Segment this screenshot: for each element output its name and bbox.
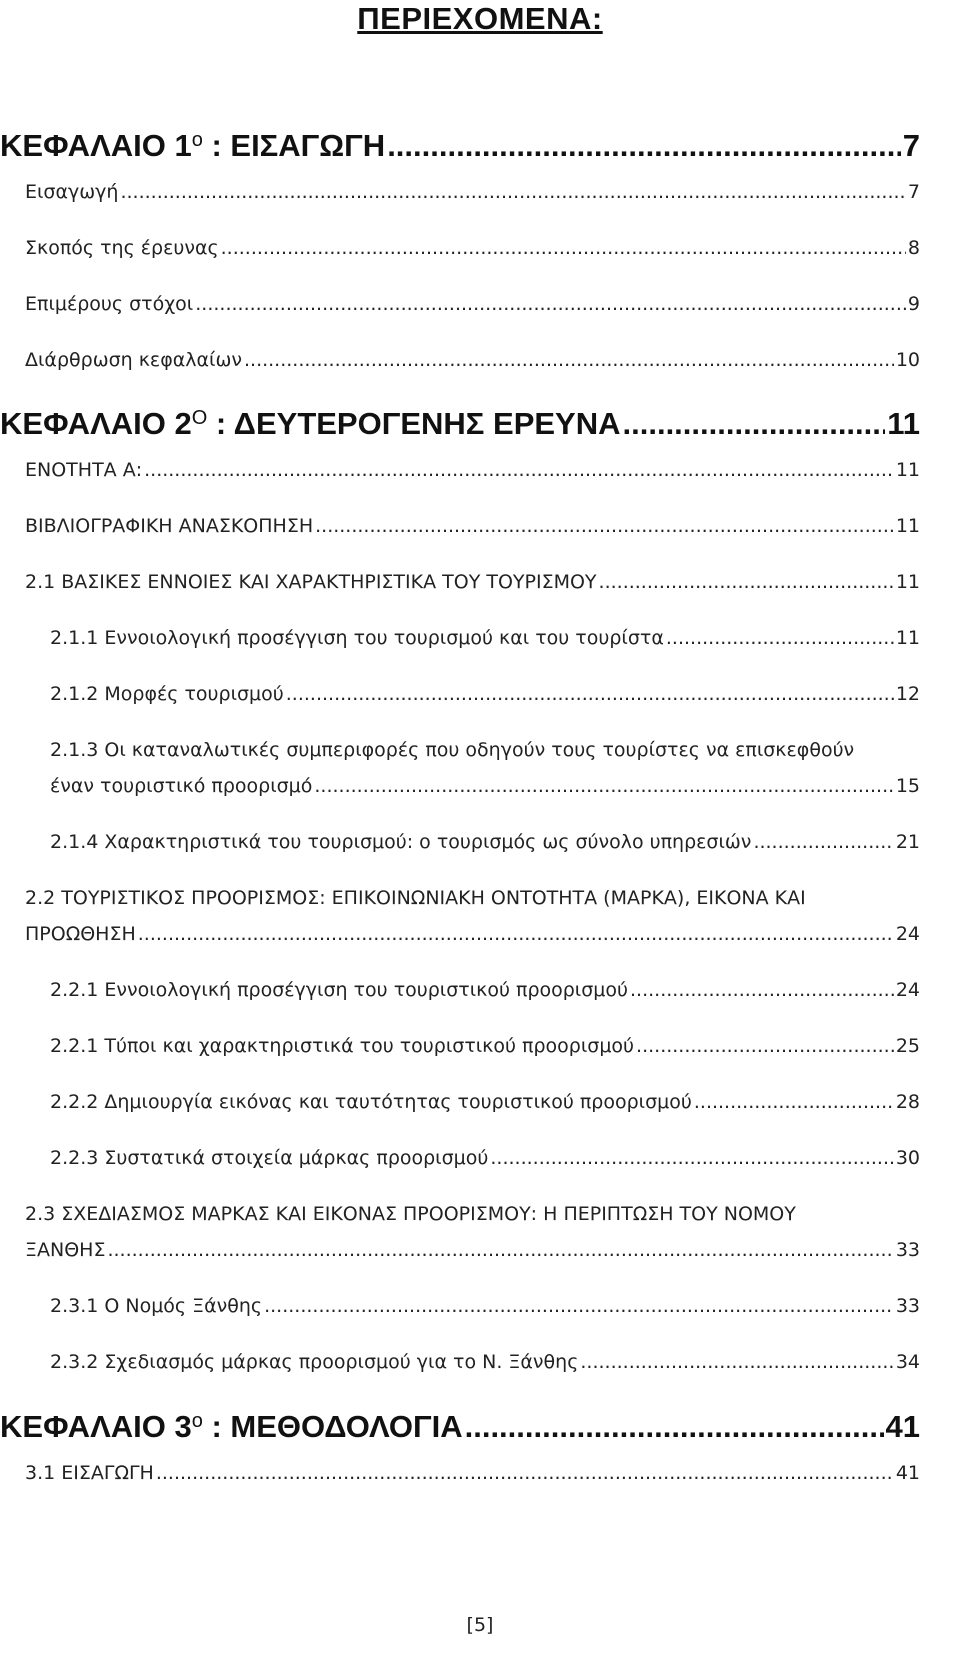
toc-entry-page: 11 — [895, 459, 920, 481]
dot-leader — [490, 1143, 893, 1173]
page-number: [5] — [466, 1614, 494, 1636]
toc-entry-page: 11 — [895, 627, 920, 649]
toc-entry-page: 24 — [895, 979, 920, 1001]
dot-leader — [753, 827, 893, 857]
toc-entry-2-3[interactable] — [25, 1235, 920, 1265]
dot-leader — [636, 1031, 894, 1061]
toc-entry-label: ΒΙΒΛΙΟΓΡΑΦΙΚΗ ΑΝΑΣΚΟΠΗΣΗ — [25, 515, 314, 537]
toc-entry-page: 7 — [907, 181, 920, 203]
dot-leader — [465, 1407, 884, 1447]
toc-entry-label: 2.1.4 Χαρακτηριστικά του τουρισμού: ο τουρισμός ως σύνολο υπηρεσιών — [50, 831, 752, 853]
toc-entry-label: 2.1.2 Μορφές τουρισμού — [50, 683, 284, 705]
toc-entry-unit-a[interactable] — [25, 455, 920, 485]
dot-leader — [599, 567, 894, 597]
dot-leader — [195, 289, 906, 319]
dot-leader — [666, 623, 894, 653]
toc-entry-page: 30 — [895, 1147, 920, 1169]
dot-leader — [107, 1235, 893, 1265]
toc-entry-objectives[interactable] — [25, 289, 920, 319]
dot-leader — [387, 126, 901, 166]
chapter-2-page: 11 — [887, 406, 920, 441]
toc-entry-2-3-line1[interactable]: 2.3 ΣΧΕΔΙΑΣΜΟΣ ΜΑΡΚΑΣ ΚΑΙ ΕΙΚΟΝΑΣ ΠΡΟΟΡΙΣΜΟΥ: Η ΠΕΡΙΠΤΩΣΗ ΤΟΥ ΝΟΜΟΥ — [25, 1203, 796, 1225]
toc-entry-2-1-4[interactable] — [50, 827, 920, 857]
dot-leader — [120, 177, 905, 207]
toc-chapter-2[interactable] — [0, 398, 920, 444]
dot-leader — [286, 679, 894, 709]
toc-entry-literature-review[interactable] — [25, 511, 920, 541]
toc-entry-introduction[interactable] — [25, 177, 920, 207]
toc-entry-2-1-2[interactable] — [50, 679, 920, 709]
chapter-3-page: 41 — [885, 1409, 920, 1444]
dot-leader — [138, 919, 894, 949]
toc-entry-label: 2.2.1 Εννοιολογική προσέγγιση του τουριστικού προορισμού — [50, 979, 628, 1001]
toc-entry-label: 2.1 ΒΑΣΙΚΕΣ ΕΝΝΟΙΕΣ ΚΑΙ ΧΑΡΑΚΤΗΡΙΣΤΙΚΑ ΤΟΥ ΤΟΥΡΙΣΜΟΥ — [25, 571, 597, 593]
toc-entry-label: ΞΑΝΘΗΣ — [25, 1239, 106, 1261]
toc-entry-2-2-1b[interactable] — [50, 1031, 920, 1061]
toc-entry-page: 28 — [895, 1091, 920, 1113]
toc-entry-label: 2.2.2 Δημιουργία εικόνας και ταυτότητας τουριστικού προορισμού — [50, 1091, 692, 1113]
dot-leader — [221, 233, 906, 263]
toc-entry-label: 3.1 ΕΙΣΑΓΩΓΗ — [25, 1462, 154, 1484]
toc-entry-label: 2.1.1 Εννοιολογική προσέγγιση του τουρισμού και του τουρίστα — [50, 627, 664, 649]
toc-entry-label: Επιμέρους στόχοι — [25, 293, 194, 315]
toc-entry-2-1-3-line1[interactable]: 2.1.3 Οι καταναλωτικές συμπεριφορές που οδηγούν τους τουρίστες να επισκεφθούν — [50, 739, 855, 761]
dot-leader — [630, 975, 894, 1005]
chapter-1-page: 7 — [902, 128, 920, 163]
toc-entry-page: 24 — [895, 923, 920, 945]
dot-leader — [156, 1458, 894, 1488]
toc-entry-page: 11 — [895, 515, 920, 537]
toc-entry-structure[interactable] — [25, 345, 920, 375]
toc-entry-page: 11 — [895, 571, 920, 593]
toc-entry-2-2-line1[interactable]: 2.2 ΤΟΥΡΙΣΤΙΚΟΣ ΠΡΟΟΡΙΣΜΟΣ: ΕΠΙΚΟΙΝΩΝΙΑΚΗ ΟΝΤΟΤΗΤΑ (ΜΑΡΚΑ), ΕΙΚΟΝΑ ΚΑΙ — [25, 887, 806, 909]
dot-leader — [314, 771, 893, 801]
page-title: ΠΕΡΙΕΧΟΜΕΝΑ: — [357, 1, 603, 36]
toc-entry-2-1-3[interactable] — [50, 771, 920, 801]
toc-entry-label: 2.3.2 Σχεδιασμός μάρκας προορισμού για το Ν. Ξάνθης — [50, 1351, 579, 1373]
toc-entry-page: 9 — [907, 293, 920, 315]
toc-entry-research-aim[interactable] — [25, 233, 920, 263]
toc-entry-page: 15 — [895, 775, 920, 797]
dot-leader — [244, 345, 894, 375]
toc-entry-label: Σκοπός της έρευνας — [25, 237, 219, 259]
toc-entry-page: 41 — [895, 1462, 920, 1484]
toc-entry-page: 10 — [895, 349, 920, 371]
toc-entry-label: ΠΡΟΩΘΗΣΗ — [25, 923, 136, 945]
dot-leader — [315, 511, 894, 541]
chapter-1-superscript: ο — [191, 129, 203, 151]
toc-chapter-1[interactable] — [0, 120, 920, 166]
toc-entry-2-1[interactable] — [25, 567, 920, 597]
toc-entry-label: Εισαγωγή — [25, 181, 119, 203]
toc-entry-page: 25 — [895, 1035, 920, 1057]
toc-entry-2-2[interactable] — [25, 919, 920, 949]
toc-entry-2-2-3[interactable] — [50, 1143, 920, 1173]
toc-entry-page: 12 — [895, 683, 920, 705]
toc-entry-2-2-1a[interactable] — [50, 975, 920, 1005]
toc-entry-page: 33 — [895, 1239, 920, 1261]
toc-entry-label: 2.2.3 Συστατικά στοιχεία μάρκας προορισμού — [50, 1147, 489, 1169]
toc-entry-2-3-1[interactable] — [50, 1291, 920, 1321]
dot-leader — [264, 1291, 894, 1321]
toc-entry-page: 33 — [895, 1295, 920, 1317]
toc-entry-label: Διάρθρωση κεφαλαίων — [25, 349, 242, 371]
toc-entry-page: 8 — [907, 237, 920, 259]
toc-entry-2-3-2[interactable] — [50, 1347, 920, 1377]
dot-leader — [623, 404, 886, 444]
toc-entry-label: ΕΝΟΤΗΤΑ Α: — [25, 459, 143, 481]
chapter-1-label: ΚΕΦΑΛΑΙΟ $1^o$ : ΕΙΣΑΓΩΓΗ — [0, 128, 386, 163]
chapter-3-label: ΚΕΦΑΛΑΙΟ $3^o$ : ΜΕΘΟΔΟΛΟΓΙΑ — [0, 1409, 463, 1444]
chapter-3-superscript: ο — [191, 1410, 203, 1432]
dot-leader — [694, 1087, 894, 1117]
dot-leader — [144, 455, 894, 485]
toc-entry-label: έναν τουριστικό προορισμό — [50, 775, 313, 797]
toc-entry-page: 34 — [895, 1351, 920, 1373]
toc-chapter-3[interactable] — [0, 1401, 920, 1447]
toc-entry-label: 2.3.1 Ο Νομός Ξάνθης — [50, 1295, 263, 1317]
toc-entry-page: 21 — [895, 831, 920, 853]
toc-entry-2-1-1[interactable] — [50, 623, 920, 653]
chapter-2-superscript: Ο — [191, 407, 208, 429]
toc-entry-2-2-2[interactable] — [50, 1087, 920, 1117]
toc-entry-3-1[interactable] — [25, 1458, 920, 1488]
dot-leader — [580, 1347, 893, 1377]
chapter-2-label: ΚΕΦΑΛΑΙΟ $2^O$ : ΔΕΥΤΕΡΟΓΕΝΗΣ ΕΡΕΥΝΑ — [0, 406, 621, 441]
toc-entry-label: 2.2.1 Τύποι και χαρακτηριστικά του τουριστικού προορισμού — [50, 1035, 635, 1057]
